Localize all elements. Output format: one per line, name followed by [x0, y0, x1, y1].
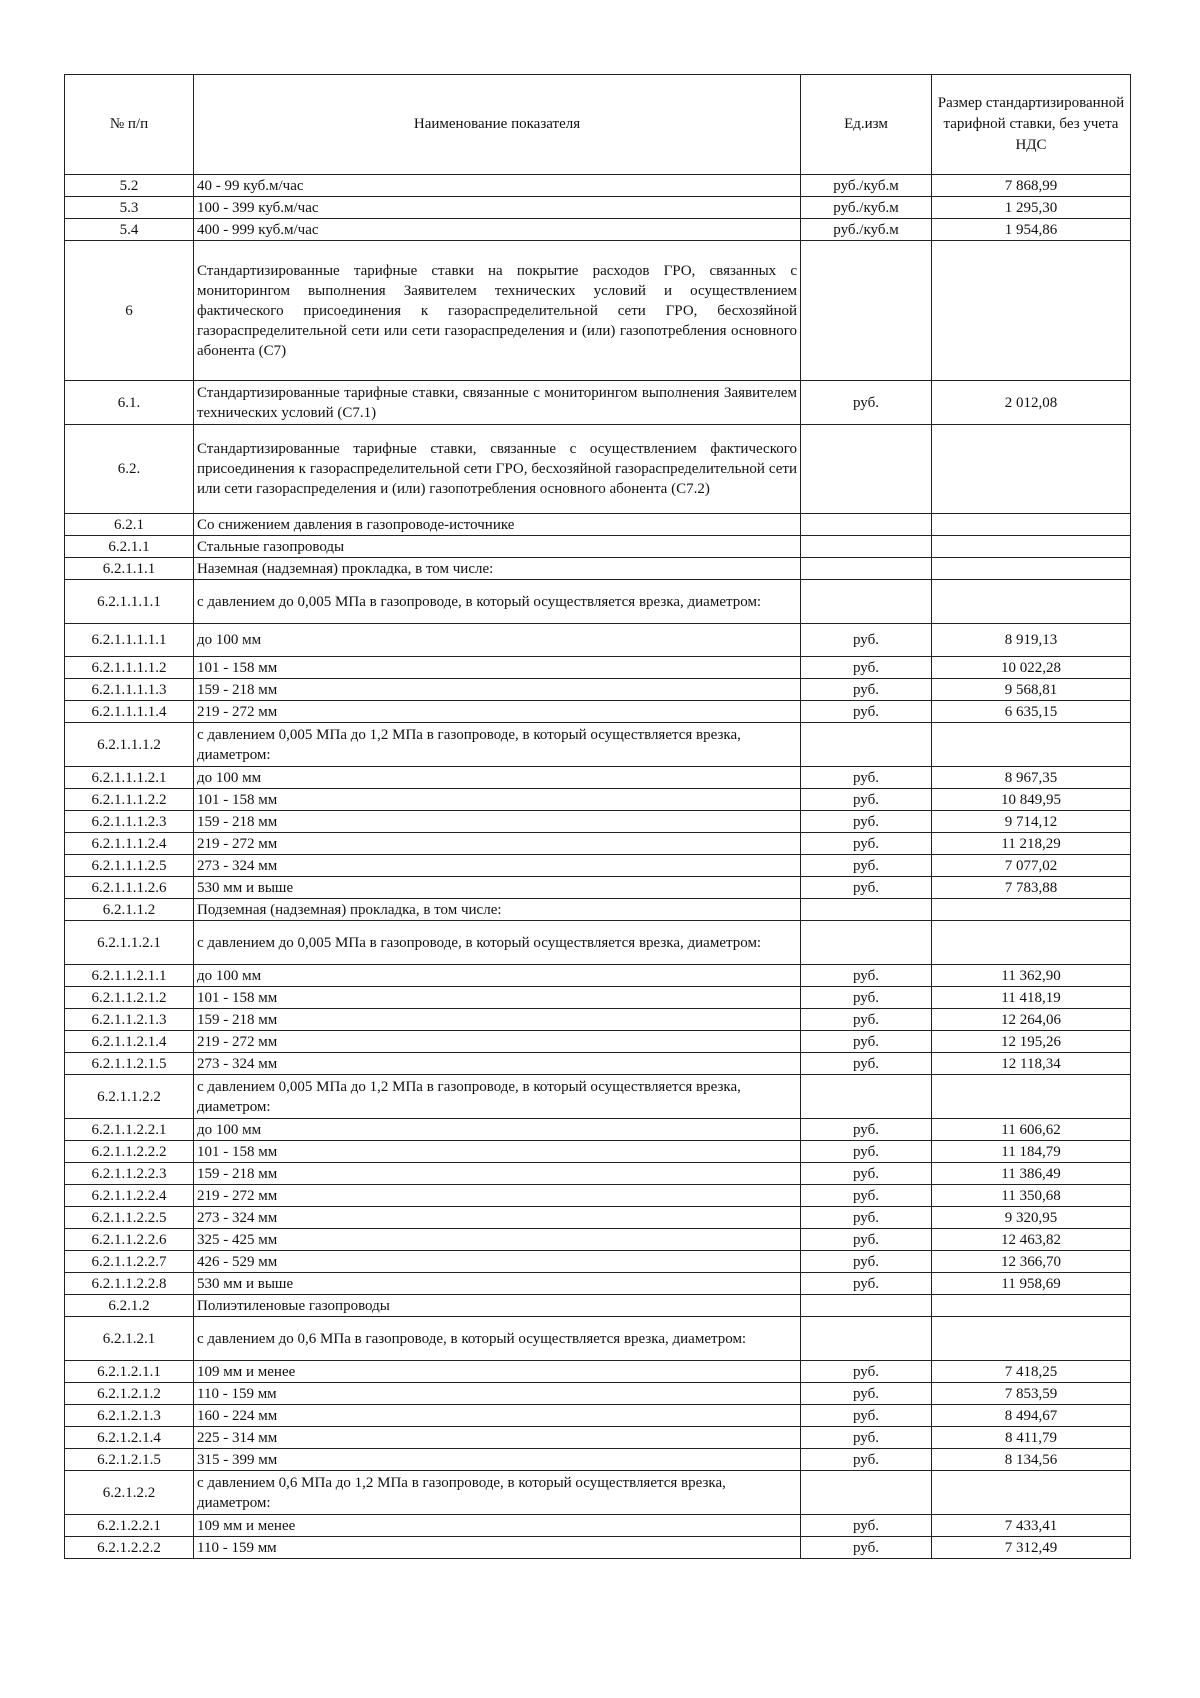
row-value [932, 514, 1131, 536]
row-value: 11 386,49 [932, 1163, 1131, 1185]
row-value [932, 425, 1131, 514]
row-name: 219 - 272 мм [194, 1185, 801, 1207]
row-name: Стальные газопроводы [194, 536, 801, 558]
table-row [65, 921, 1131, 965]
row-unit: руб. [801, 877, 932, 899]
row-value: 7 433,41 [932, 1515, 1131, 1537]
row-unit: руб. [801, 833, 932, 855]
row-name: 273 - 324 мм [194, 855, 801, 877]
table-row [65, 381, 1131, 425]
row-value: 7 783,88 [932, 877, 1131, 899]
row-unit: руб. [801, 1141, 932, 1163]
row-unit: руб. [801, 1031, 932, 1053]
row-unit: руб. [801, 1185, 932, 1207]
table-row [65, 679, 1131, 701]
row-value [932, 558, 1131, 580]
row-value [932, 1075, 1131, 1119]
row-number: 6.2.1.1.2.1.4 [65, 1031, 194, 1053]
row-name: 400 - 999 куб.м/час [194, 219, 801, 241]
table-row [65, 1537, 1131, 1559]
row-unit [801, 1471, 932, 1515]
table-row [65, 1207, 1131, 1229]
row-value [932, 1471, 1131, 1515]
row-unit: руб. [801, 701, 932, 723]
row-unit: руб. [801, 965, 932, 987]
row-number: 5.4 [65, 219, 194, 241]
row-unit: руб. [801, 1361, 932, 1383]
tariff-table [64, 74, 1131, 1559]
table-row [65, 1273, 1131, 1295]
table-row [65, 558, 1131, 580]
row-number: 6.2.1.1.2.2.7 [65, 1251, 194, 1273]
row-number: 6.2.1.2 [65, 1295, 194, 1317]
row-name: 109 мм и менее [194, 1361, 801, 1383]
table-row [65, 1405, 1131, 1427]
row-unit [801, 580, 932, 624]
row-value [932, 899, 1131, 921]
table-row [65, 877, 1131, 899]
row-name: Стандартизированные тарифные ставки, связанные с осуществлением фактического присоединения к газораспределительной сети ГРО, бесхозяйной газораспределительной сети или сети газораспределения и (или) газопотребления основного абонента (С7.2) [194, 425, 801, 514]
table-row [65, 175, 1131, 197]
row-name: 315 - 399 мм [194, 1449, 801, 1471]
row-name: 219 - 272 мм [194, 701, 801, 723]
row-number: 6.2. [65, 425, 194, 514]
row-unit [801, 425, 932, 514]
row-unit: руб. [801, 811, 932, 833]
row-name: Полиэтиленовые газопроводы [194, 1295, 801, 1317]
row-unit: руб. [801, 381, 932, 425]
row-value: 11 418,19 [932, 987, 1131, 1009]
row-number: 6.2.1.1.2.1.2 [65, 987, 194, 1009]
row-value: 7 312,49 [932, 1537, 1131, 1559]
row-unit: руб. [801, 624, 932, 657]
table-row [65, 1383, 1131, 1405]
row-number: 6.2.1.1.1.2.4 [65, 833, 194, 855]
row-value [932, 723, 1131, 767]
table-row [65, 197, 1131, 219]
row-name: 110 - 159 мм [194, 1537, 801, 1559]
row-number: 6 [65, 241, 194, 381]
row-unit: руб. [801, 1537, 932, 1559]
table-row [65, 425, 1131, 514]
row-value [932, 1295, 1131, 1317]
row-number: 5.2 [65, 175, 194, 197]
table-row [65, 1009, 1131, 1031]
table-header [65, 75, 1131, 175]
row-value: 10 849,95 [932, 789, 1131, 811]
table-row [65, 1449, 1131, 1471]
row-number: 6.2.1.1.2.2.6 [65, 1229, 194, 1251]
row-number: 6.2.1.1 [65, 536, 194, 558]
row-value: 7 418,25 [932, 1361, 1131, 1383]
row-unit: руб. [801, 1383, 932, 1405]
row-unit: руб. [801, 1449, 932, 1471]
row-number: 6.2.1.2.2.1 [65, 1515, 194, 1537]
table-row [65, 1361, 1131, 1383]
row-value: 8 411,79 [932, 1427, 1131, 1449]
row-unit: руб. [801, 789, 932, 811]
header-name: Наименование показателя [194, 75, 801, 175]
row-number: 6.2.1.2.2 [65, 1471, 194, 1515]
row-name: до 100 мм [194, 965, 801, 987]
table-row [65, 1295, 1131, 1317]
row-number: 6.2.1.2.1.4 [65, 1427, 194, 1449]
row-unit: руб. [801, 767, 932, 789]
row-name: 325 - 425 мм [194, 1229, 801, 1251]
row-number: 6.2.1.2.1.3 [65, 1405, 194, 1427]
row-name: с давлением 0,005 МПа до 1,2 МПа в газопроводе, в который осуществляется врезка, диаметром: [194, 1075, 801, 1119]
header-num: № п/п [65, 75, 194, 175]
row-value: 11 184,79 [932, 1141, 1131, 1163]
row-number: 6.2.1.2.1.2 [65, 1383, 194, 1405]
row-unit [801, 241, 932, 381]
row-name: 110 - 159 мм [194, 1383, 801, 1405]
row-name: Стандартизированные тарифные ставки, связанные с мониторингом выполнения Заявителем технических условий (С7.1) [194, 381, 801, 425]
row-unit: руб. [801, 1119, 932, 1141]
row-number: 6.2.1.1.1 [65, 558, 194, 580]
row-number: 6.2.1.1.2.1.3 [65, 1009, 194, 1031]
row-number: 6.2.1 [65, 514, 194, 536]
row-value [932, 1317, 1131, 1361]
row-value: 7 868,99 [932, 175, 1131, 197]
table-row [65, 1141, 1131, 1163]
row-number: 6.2.1.1.2 [65, 899, 194, 921]
table-row [65, 219, 1131, 241]
row-unit [801, 558, 932, 580]
table-row [65, 1075, 1131, 1119]
row-number: 6.2.1.2.2.2 [65, 1537, 194, 1559]
row-number: 6.2.1.1.1.2.6 [65, 877, 194, 899]
row-name: до 100 мм [194, 1119, 801, 1141]
row-unit: руб./куб.м [801, 175, 932, 197]
table-row [65, 1515, 1131, 1537]
row-value: 7 853,59 [932, 1383, 1131, 1405]
header-unit: Ед.изм [801, 75, 932, 175]
row-number: 6.2.1.1.2.2.2 [65, 1141, 194, 1163]
table-row [65, 1163, 1131, 1185]
row-name: 159 - 218 мм [194, 1009, 801, 1031]
row-unit: руб. [801, 1273, 932, 1295]
row-unit: руб. [801, 1251, 932, 1273]
row-name: с давлением до 0,005 МПа в газопроводе, в который осуществляется врезка, диаметром: [194, 580, 801, 624]
row-unit: руб. [801, 1163, 932, 1185]
row-value: 2 012,08 [932, 381, 1131, 425]
table-row [65, 1427, 1131, 1449]
row-value [932, 536, 1131, 558]
row-value: 10 022,28 [932, 657, 1131, 679]
row-name: 273 - 324 мм [194, 1053, 801, 1075]
row-name: 160 - 224 мм [194, 1405, 801, 1427]
row-number: 6.2.1.1.2.2.3 [65, 1163, 194, 1185]
table-row [65, 723, 1131, 767]
table-row [65, 1471, 1131, 1515]
row-name: 101 - 158 мм [194, 1141, 801, 1163]
table-row [65, 580, 1131, 624]
row-value: 9 714,12 [932, 811, 1131, 833]
row-value: 11 218,29 [932, 833, 1131, 855]
row-name: с давлением 0,6 МПа до 1,2 МПа в газопроводе, в который осуществляется врезка, диаметром: [194, 1471, 801, 1515]
row-value: 7 077,02 [932, 855, 1131, 877]
row-name: 273 - 324 мм [194, 1207, 801, 1229]
table-row [65, 833, 1131, 855]
table-body [65, 175, 1131, 1559]
row-value: 12 195,26 [932, 1031, 1131, 1053]
row-name: 101 - 158 мм [194, 987, 801, 1009]
row-unit [801, 536, 932, 558]
table-row [65, 855, 1131, 877]
row-number: 6.2.1.1.1.2.5 [65, 855, 194, 877]
row-number: 6.2.1.1.2.2 [65, 1075, 194, 1119]
row-unit [801, 1317, 932, 1361]
row-name: 219 - 272 мм [194, 1031, 801, 1053]
table-row [65, 1031, 1131, 1053]
table-row [65, 1317, 1131, 1361]
row-unit: руб./куб.м [801, 197, 932, 219]
row-value: 12 463,82 [932, 1229, 1131, 1251]
row-number: 6.2.1.1.2.2.5 [65, 1207, 194, 1229]
row-name: 159 - 218 мм [194, 811, 801, 833]
row-name: 159 - 218 мм [194, 679, 801, 701]
table-row [65, 811, 1131, 833]
row-number: 6.2.1.2.1.1 [65, 1361, 194, 1383]
row-unit: руб. [801, 1207, 932, 1229]
row-number: 6.2.1.1.2.2.4 [65, 1185, 194, 1207]
row-number: 5.3 [65, 197, 194, 219]
row-name: 100 - 399 куб.м/час [194, 197, 801, 219]
row-unit: руб./куб.м [801, 219, 932, 241]
row-number: 6.2.1.1.1.1 [65, 580, 194, 624]
row-name: 530 мм и выше [194, 1273, 801, 1295]
row-value: 12 366,70 [932, 1251, 1131, 1273]
row-name: до 100 мм [194, 624, 801, 657]
document-page [64, 74, 1130, 1559]
table-row [65, 987, 1131, 1009]
row-name: 225 - 314 мм [194, 1427, 801, 1449]
row-number: 6.2.1.1.1.1.3 [65, 679, 194, 701]
row-unit: руб. [801, 1427, 932, 1449]
row-unit: руб. [801, 1229, 932, 1251]
row-value: 8 967,35 [932, 767, 1131, 789]
row-number: 6.2.1.1.2.2.8 [65, 1273, 194, 1295]
row-number: 6.2.1.2.1.5 [65, 1449, 194, 1471]
row-name: Наземная (надземная) прокладка, в том числе: [194, 558, 801, 580]
row-name: 109 мм и менее [194, 1515, 801, 1537]
row-unit: руб. [801, 987, 932, 1009]
row-name: 101 - 158 мм [194, 657, 801, 679]
table-row [65, 701, 1131, 723]
row-name: 426 - 529 мм [194, 1251, 801, 1273]
table-row [65, 1053, 1131, 1075]
row-name: с давлением до 0,005 МПа в газопроводе, в который осуществляется врезка, диаметром: [194, 921, 801, 965]
row-unit: руб. [801, 657, 932, 679]
row-unit [801, 899, 932, 921]
row-unit: руб. [801, 1009, 932, 1031]
row-name: с давлением до 0,6 МПа в газопроводе, в который осуществляется врезка, диаметром: [194, 1317, 801, 1361]
row-unit: руб. [801, 1053, 932, 1075]
row-unit: руб. [801, 855, 932, 877]
row-name: Со снижением давления в газопроводе-источнике [194, 514, 801, 536]
row-value: 6 635,15 [932, 701, 1131, 723]
row-number: 6.1. [65, 381, 194, 425]
row-name: 530 мм и выше [194, 877, 801, 899]
row-name: до 100 мм [194, 767, 801, 789]
table-row [65, 965, 1131, 987]
row-value: 12 264,06 [932, 1009, 1131, 1031]
table-row [65, 241, 1131, 381]
row-value: 8 134,56 [932, 1449, 1131, 1471]
row-number: 6.2.1.1.1.2 [65, 723, 194, 767]
row-unit [801, 1295, 932, 1317]
table-row [65, 1185, 1131, 1207]
header-value: Размер стандартизированной тарифной ставки, без учета НДС [932, 75, 1131, 175]
row-value: 1 295,30 [932, 197, 1131, 219]
row-value: 8 919,13 [932, 624, 1131, 657]
table-row [65, 514, 1131, 536]
row-value: 1 954,86 [932, 219, 1131, 241]
row-name: 159 - 218 мм [194, 1163, 801, 1185]
row-unit [801, 1075, 932, 1119]
table-row [65, 536, 1131, 558]
table-row [65, 789, 1131, 811]
table-row [65, 767, 1131, 789]
row-value: 11 362,90 [932, 965, 1131, 987]
row-number: 6.2.1.1.1.1.4 [65, 701, 194, 723]
row-value: 12 118,34 [932, 1053, 1131, 1075]
row-number: 6.2.1.1.1.2.1 [65, 767, 194, 789]
row-value: 11 606,62 [932, 1119, 1131, 1141]
row-number: 6.2.1.1.2.1.1 [65, 965, 194, 987]
row-unit [801, 723, 932, 767]
table-row [65, 624, 1131, 657]
row-value [932, 241, 1131, 381]
row-unit: руб. [801, 1515, 932, 1537]
row-number: 6.2.1.1.1.2.3 [65, 811, 194, 833]
row-number: 6.2.1.1.2.1.5 [65, 1053, 194, 1075]
header-row [65, 75, 1131, 175]
row-number: 6.2.1.2.1 [65, 1317, 194, 1361]
row-value: 8 494,67 [932, 1405, 1131, 1427]
row-name: Стандартизированные тарифные ставки на покрытие расходов ГРО, связанных с мониторингом выполнения Заявителем технических условий и осуществлением фактического присоединения к газораспределительной сети ГРО, бесхозяйной газораспределительной сети или сети газораспределения и (или) газопотребления основного абонента (С7) [194, 241, 801, 381]
row-unit [801, 921, 932, 965]
row-number: 6.2.1.1.1.1.1 [65, 624, 194, 657]
row-value [932, 921, 1131, 965]
row-value: 11 958,69 [932, 1273, 1131, 1295]
row-name: 40 - 99 куб.м/час [194, 175, 801, 197]
table-row [65, 1251, 1131, 1273]
row-name: 101 - 158 мм [194, 789, 801, 811]
row-number: 6.2.1.1.2.2.1 [65, 1119, 194, 1141]
row-unit [801, 514, 932, 536]
row-name: 219 - 272 мм [194, 833, 801, 855]
row-unit: руб. [801, 679, 932, 701]
row-number: 6.2.1.1.1.1.2 [65, 657, 194, 679]
table-row [65, 899, 1131, 921]
row-number: 6.2.1.1.2.1 [65, 921, 194, 965]
row-unit: руб. [801, 1405, 932, 1427]
table-row [65, 1119, 1131, 1141]
table-row [65, 657, 1131, 679]
table-row [65, 1229, 1131, 1251]
row-value: 9 320,95 [932, 1207, 1131, 1229]
row-value: 11 350,68 [932, 1185, 1131, 1207]
row-value: 9 568,81 [932, 679, 1131, 701]
row-name: с давлением 0,005 МПа до 1,2 МПа в газопроводе, в который осуществляется врезка, диаметром: [194, 723, 801, 767]
row-value [932, 580, 1131, 624]
row-number: 6.2.1.1.1.2.2 [65, 789, 194, 811]
row-name: Подземная (надземная) прокладка, в том числе: [194, 899, 801, 921]
